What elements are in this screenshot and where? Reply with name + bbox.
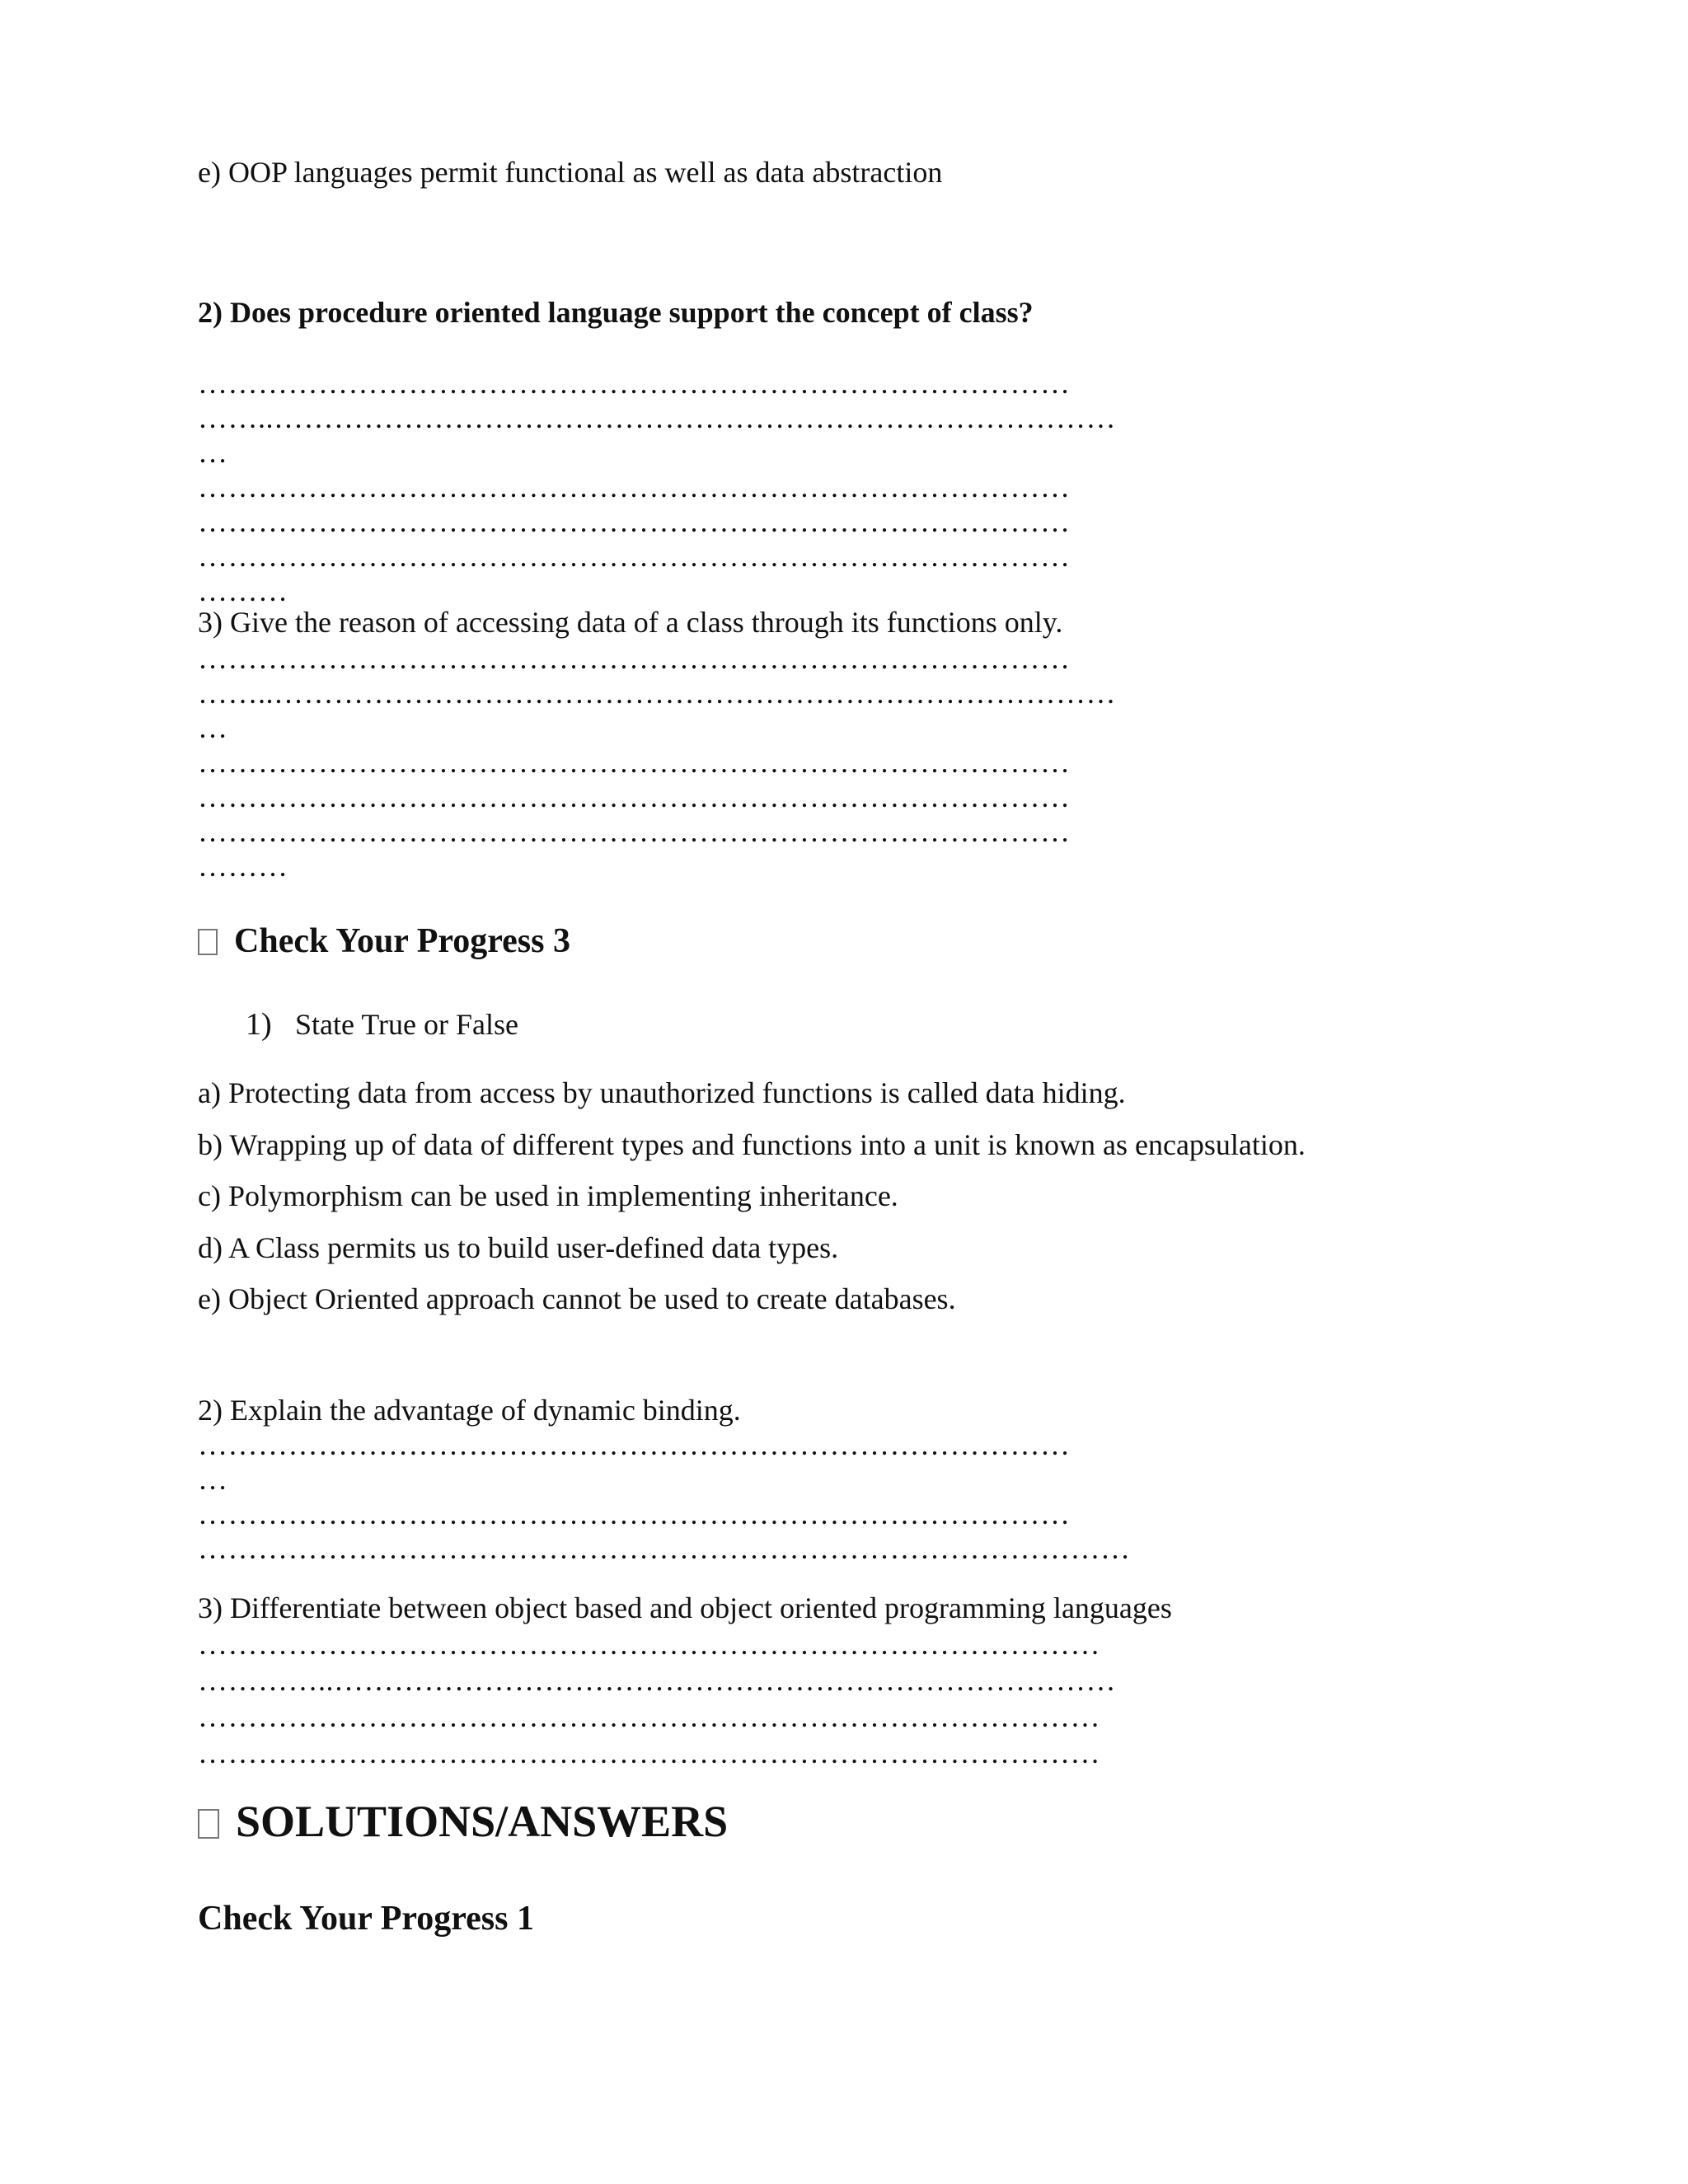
answer-line: ……………………………………………………………………………	[198, 1428, 1071, 1461]
statement-c: c) Polymorphism can be used in implementing inheritance.	[198, 1179, 898, 1212]
answer-line: …………………………………………………………………………………	[198, 1532, 1131, 1565]
answer-line: ………	[198, 850, 288, 883]
numbered-question-1	[246, 1007, 518, 1042]
statement-b: b) Wrapping up of data of different types and functions into a unit is known as encapsulation.	[198, 1128, 1306, 1161]
answer-line: ……………………………………………………………………………	[198, 1497, 1071, 1530]
answer-line: ……..…………………………………………………………………………	[198, 677, 1116, 710]
question-text: State True or False	[295, 1008, 519, 1041]
answer-line: ……………………………………………………………………………	[198, 367, 1071, 400]
answer-line: ………………………………………………………………………………	[198, 1628, 1100, 1661]
answer-line: ………	[198, 574, 288, 607]
answer-line: ……………………………………………………………………………	[198, 815, 1071, 848]
answer-line: …	[198, 711, 228, 744]
answer-line: …	[198, 436, 228, 469]
solutions-heading	[198, 1797, 728, 1846]
answer-line: ………………………………………………………………………………	[198, 1736, 1100, 1769]
question-3: 3) Give the reason of accessing data of a class through its functions only.	[198, 606, 1063, 639]
heading-text: Check Your Progress 3	[234, 922, 570, 960]
question-3: 3) Differentiate between object based and object oriented programming languages	[198, 1591, 1172, 1624]
answer-line: ………………………………………………………………………………	[198, 1700, 1100, 1733]
answer-line: ……………………………………………………………………………	[198, 746, 1071, 779]
check-your-progress-3-heading	[198, 921, 570, 962]
statement-e: e) Object Oriented approach cannot be used to create databases.	[198, 1282, 956, 1315]
checkbox-icon	[198, 929, 218, 955]
answer-line: …	[198, 1463, 228, 1496]
heading-text: SOLUTIONS/ANSWERS	[236, 1797, 729, 1846]
question-2-heading: 2) Does procedure oriented language support the concept of class?	[198, 296, 1034, 329]
question-2: 2) Explain the advantage of dynamic binding.	[198, 1394, 741, 1427]
check-your-progress-1-heading: Check Your Progress 1	[198, 1900, 534, 1938]
answer-line: …………..……………………………………………………………………	[198, 1664, 1116, 1697]
answer-line: ……………………………………………………………………………	[198, 540, 1071, 573]
answer-line: ……………………………………………………………………………	[198, 780, 1071, 813]
answer-line: ……………………………………………………………………………	[198, 471, 1071, 504]
statement-a: a) Protecting data from access by unauthorized functions is called data hiding.	[198, 1076, 1126, 1109]
list-number: 1)	[246, 1007, 272, 1042]
answer-line: ……………………………………………………………………………	[198, 642, 1071, 675]
answer-line: ……………………………………………………………………………	[198, 505, 1071, 538]
checkbox-icon	[198, 1809, 219, 1839]
statement-e: e) OOP languages permit functional as well as data abstraction	[198, 156, 943, 189]
statement-d: d) A Class permits us to build user-defined data types.	[198, 1231, 839, 1264]
answer-line: ……..…………………………………………………………………………	[198, 401, 1116, 434]
